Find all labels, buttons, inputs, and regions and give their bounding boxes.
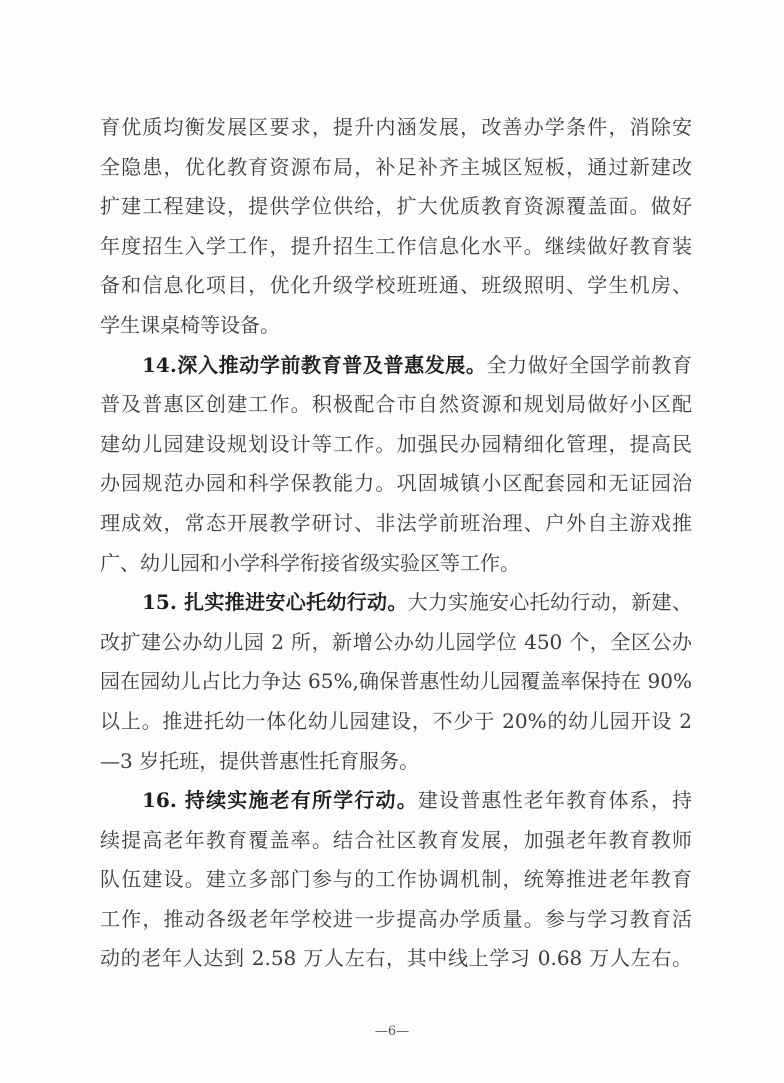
- text-line: 备和信息化项目，优化升级学校班班通、班级照明、学生机房、: [100, 273, 692, 298]
- text-span: 建设普惠性老年教育体系，持: [417, 788, 692, 813]
- text-line: 广、幼儿园和小学科学衔接省级实验区等工作。: [100, 550, 520, 575]
- paragraph-16: [100, 781, 692, 979]
- section-heading: 15. 扎实推进安心托幼行动。: [142, 590, 408, 615]
- text-line: [100, 781, 692, 821]
- page-number: —6—: [374, 1024, 410, 1039]
- text-line: 以上。推进托幼一体化幼儿园建设，不少于 20%的幼儿园开设 2: [100, 708, 692, 733]
- paragraph-15: [100, 583, 692, 781]
- text-line: [100, 346, 692, 386]
- text-line: 普及普惠区创建工作。积极配合市自然资源和规划局做好小区配: [100, 392, 692, 417]
- text-line: 理成效，常态开展教学研讨、非法学前班治理、户外自主游戏推: [100, 510, 692, 535]
- text-line: 育优质均衡发展区要求，提升内涵发展，改善办学条件，消除安: [100, 115, 692, 139]
- text-line: 建幼儿园建设规划设计等工作。加强民办园精细化管理，提高民: [100, 431, 692, 456]
- text-line: 扩建工程建设，提供学位供给，扩大优质教育资源覆盖面。做好: [100, 194, 692, 219]
- text-line: 办园规范办园和科学保教能力。巩固城镇小区配套园和无证园治: [100, 471, 692, 496]
- section-heading: 14.深入推动学前教育普及普惠发展。: [142, 352, 487, 377]
- text-span: 全力做好全国学前教育: [486, 352, 693, 377]
- text-line: 续提高老年教育覆盖率。结合社区教育发展，加强老年教育教师: [100, 827, 692, 852]
- text-line: 改扩建公办幼儿园 2 所，新增公办幼儿园学位 450 个，全区公办: [100, 629, 692, 654]
- text-line: 年度招生入学工作，提升招生工作信息化水平。继续做好教育装: [100, 233, 692, 258]
- text-line: 动的老年人达到 2.58 万人左右，其中线上学习 0.68 万人左右。: [100, 946, 692, 971]
- text-line: 工作，推动各级老年学校进一步提高办学质量。参与学习教育活: [100, 906, 692, 931]
- document-body: [100, 108, 692, 979]
- text-line: —3 岁托班，提供普惠性托育服务。: [100, 748, 420, 773]
- text-span: 大力实施安心托幼行动，新建、: [407, 590, 693, 615]
- text-line: [100, 583, 692, 623]
- paragraph-continuation: [100, 108, 692, 346]
- text-line: 园在园幼儿占比力争达 65%,确保普惠性幼儿园覆盖率保持在 90%: [100, 669, 692, 694]
- text-line: 队伍建设。建立多部门参与的工作协调机制，统筹推进老年教育: [100, 867, 692, 892]
- text-line: 学生课桌椅等设备。: [100, 312, 280, 337]
- paragraph-14: [100, 346, 692, 584]
- section-heading: 16. 持续实施老有所学行动。: [142, 788, 418, 813]
- text-line: 全隐患，优化教育资源布局，补足补齐主城区短板，通过新建改: [100, 154, 692, 179]
